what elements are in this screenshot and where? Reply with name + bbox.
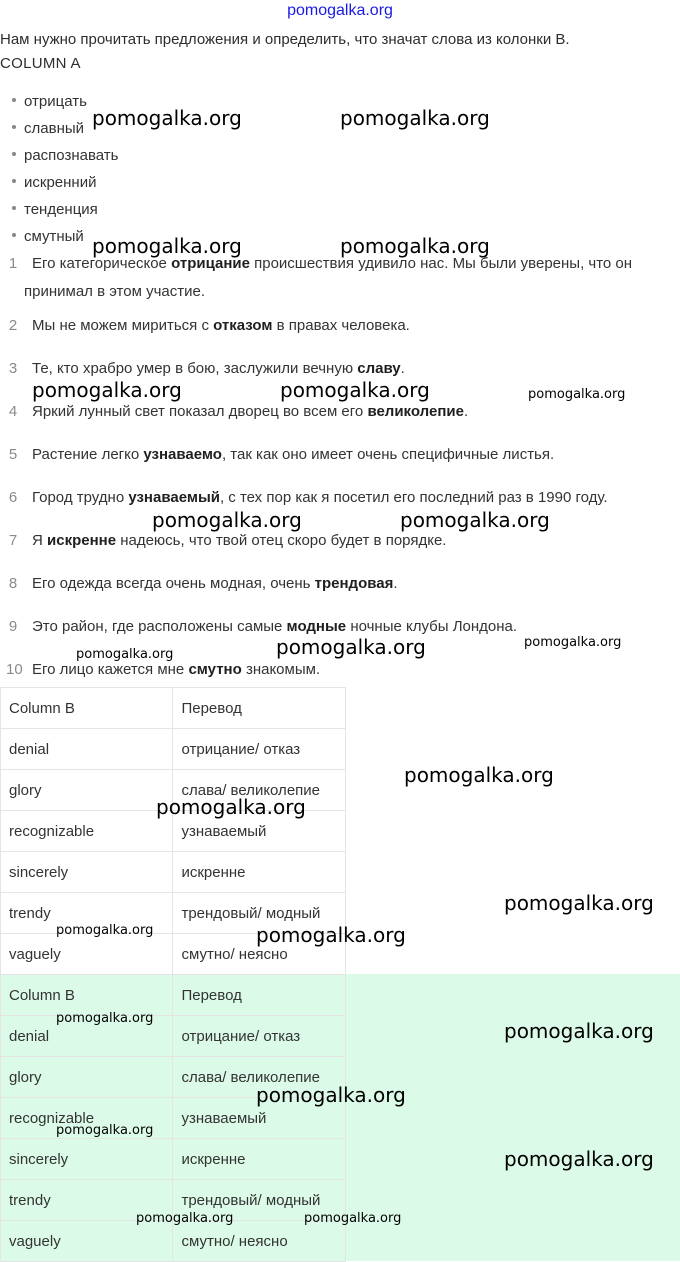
watermark: pomogalka.org	[256, 923, 406, 947]
watermark: pomogalka.org	[340, 106, 490, 130]
table-row	[1, 1221, 346, 1262]
table-header-cell: Column B	[1, 688, 173, 729]
table-cell: recognizable	[1, 811, 173, 852]
sentence-number: 10	[6, 661, 23, 678]
bullet-icon	[12, 206, 16, 210]
table-cell: искренне	[173, 852, 346, 893]
table-cell: trendy	[1, 1180, 173, 1221]
sentence-text: Его одежда всегда очень модная, очень трендовая.	[32, 575, 398, 592]
table-row	[1, 729, 346, 770]
column-a-title: COLUMN A	[0, 55, 81, 72]
table-header-row	[1, 975, 346, 1016]
table-header-row	[1, 688, 346, 729]
table-cell: слава/ великолепие	[173, 1057, 346, 1098]
sentence-number: 2	[8, 317, 18, 334]
list-item: тенденция	[12, 201, 98, 218]
sentence-text-continued: принимал в этом участие.	[24, 283, 205, 300]
table-cell: отрицание/ отказ	[173, 1016, 346, 1057]
table-cell: trendy	[1, 893, 173, 934]
watermark: pomogalka.org	[76, 647, 174, 662]
watermark: pomogalka.org	[56, 923, 154, 938]
table-cell: узнаваемый	[173, 1098, 346, 1139]
sentence-text: Его лицо кажется мне смутно знакомым.	[32, 661, 321, 678]
table-cell: vaguely	[1, 1221, 173, 1262]
table-cell: sincerely	[1, 852, 173, 893]
sentence-text: Его категорическое отрицание происшествия удивило нас. Мы были уверены, что он	[32, 255, 633, 272]
sentence-number: 7	[8, 532, 18, 549]
sentence-number: 3	[8, 360, 18, 377]
watermark: pomogalka.org	[404, 763, 554, 787]
watermark: pomogalka.org	[92, 234, 242, 258]
sentence-text: Мы не можем мириться с отказом в правах человека.	[32, 317, 410, 334]
watermark: pomogalka.org	[528, 387, 626, 402]
watermark: pomogalka.org	[136, 1211, 234, 1226]
watermark: pomogalka.org	[92, 106, 242, 130]
watermark: pomogalka.org	[256, 1083, 406, 1107]
watermark: pomogalka.org	[280, 378, 430, 402]
list-item: отрицать	[12, 93, 87, 110]
table-cell: sincerely	[1, 1139, 173, 1180]
bullet-icon	[12, 233, 16, 237]
watermark: pomogalka.org	[504, 1147, 654, 1171]
watermark: pomogalka.org	[504, 1019, 654, 1043]
table-cell: узнаваемый	[173, 811, 346, 852]
watermark: pomogalka.org	[156, 795, 306, 819]
table-row	[1, 1016, 346, 1057]
sentence-text: Я искренне надеюсь, что твой отец скоро будет в порядке.	[32, 532, 447, 549]
table-cell: смутно/ неясно	[173, 934, 346, 975]
list-item: распознавать	[12, 147, 118, 164]
table-header-cell: Column B	[1, 975, 173, 1016]
sentence-number: 8	[8, 575, 18, 592]
table-row	[1, 852, 346, 893]
table-header-cell: Перевод	[173, 975, 346, 1016]
sentence-number: 9	[8, 618, 18, 635]
intro-text: Нам нужно прочитать предложения и определить, что значат слова из колонки B.	[0, 31, 570, 48]
bullet-icon	[12, 152, 16, 156]
sentence-text: Это район, где расположены самые модные ночные клубы Лондона.	[32, 618, 518, 635]
table-cell: отрицание/ отказ	[173, 729, 346, 770]
sentence-number: 6	[8, 489, 18, 506]
watermark: pomogalka.org	[504, 891, 654, 915]
table-cell: искренне	[173, 1139, 346, 1180]
table-cell: denial	[1, 729, 173, 770]
sentence-text: Город трудно узнаваемый, с тех пор как я посетил его последний раз в 1990 году.	[32, 489, 608, 506]
bullet-icon	[12, 179, 16, 183]
list-item: смутный	[12, 228, 84, 245]
watermark: pomogalka.org	[32, 378, 182, 402]
sentence-number: 4	[8, 403, 18, 420]
watermark: pomogalka.org	[56, 1011, 154, 1026]
table-row	[1, 1139, 346, 1180]
table-cell: трендовый/ модный	[173, 893, 346, 934]
bullet-icon	[12, 98, 16, 102]
watermark: pomogalka.org	[56, 1123, 154, 1138]
site-logo[interactable]: pomogalka.org	[287, 2, 393, 19]
list-item: славный	[12, 120, 84, 137]
list-item: искренний	[12, 174, 96, 191]
sentence-text: Растение легко узнаваемо, так как оно имеет очень специфичные листья.	[32, 446, 555, 463]
table-header-cell: Перевод	[173, 688, 346, 729]
table-cell: vaguely	[1, 934, 173, 975]
sentence-text: Те, кто храбро умер в бою, заслужили вечную славу.	[32, 360, 405, 377]
table-cell: glory	[1, 770, 173, 811]
table-cell: смутно/ неясно	[173, 1221, 346, 1262]
sentence-text: Яркий лунный свет показал дворец во всем его великолепие.	[32, 403, 469, 420]
table-cell: трендовый/ модный	[173, 1180, 346, 1221]
watermark: pomogalka.org	[400, 508, 550, 532]
table-cell: glory	[1, 1057, 173, 1098]
table-cell: denial	[1, 1016, 173, 1057]
table-cell: recognizable	[1, 1098, 173, 1139]
watermark: pomogalka.org	[304, 1211, 402, 1226]
watermark: pomogalka.org	[524, 635, 622, 650]
sentence-number: 5	[8, 446, 18, 463]
sentence-number: 1	[8, 255, 18, 272]
watermark: pomogalka.org	[276, 635, 426, 659]
watermark: pomogalka.org	[340, 234, 490, 258]
table-cell: слава/ великолепие	[173, 770, 346, 811]
watermark: pomogalka.org	[152, 508, 302, 532]
bullet-icon	[12, 125, 16, 129]
